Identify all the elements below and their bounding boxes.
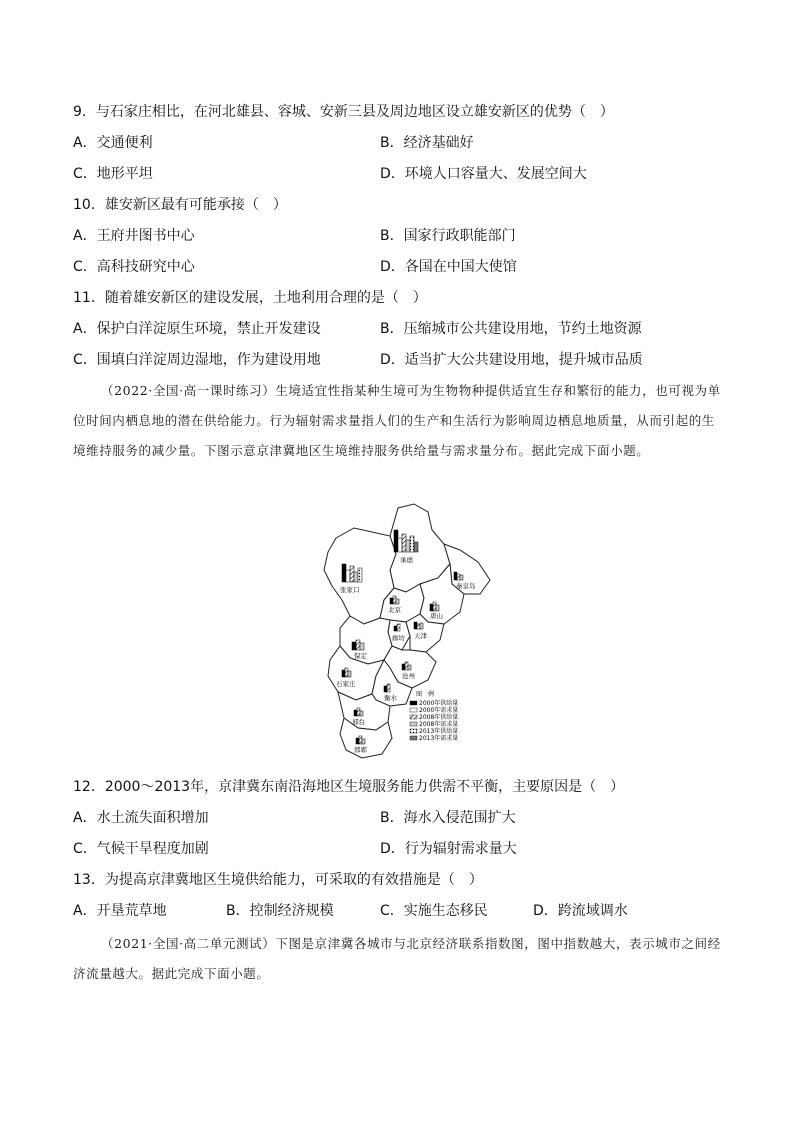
question-13-option-d: D．跨流域调水	[533, 903, 628, 919]
question-11-stem: 11．随着雄安新区的建设发展，土地利用合理的是（ ）	[73, 290, 427, 306]
question-11-option-c: C．围填白洋淀周边湿地，作为建设用地	[73, 352, 321, 368]
legend-item-3: 2008年供给量	[419, 714, 459, 721]
question-13-option-a: A．开垦荒草地	[73, 903, 167, 919]
legend-item-2: 2000年需求量	[419, 707, 459, 714]
map-legend	[410, 690, 458, 742]
question-9-stem: 9．与石家庄相比，在河北雄县、容城、安新三县及周边地区设立雄安新区的优势（ ）	[73, 104, 614, 120]
question-10-stem: 10．雄安新区最有可能承接（ ）	[73, 197, 287, 213]
label-tangshan: 唐山	[430, 612, 443, 620]
question-12-option-a: A．水土流失面积增加	[73, 810, 209, 826]
label-chengde: 承德	[400, 556, 413, 564]
question-12-option-d: D．行为辐射需求量大	[380, 841, 517, 857]
question-12-option-b: B．海水入侵范围扩大	[380, 810, 516, 826]
question-9-option-a: A．交通便利	[73, 135, 153, 151]
question-11-option-a: A．保护白洋淀原生环境，禁止开发建设	[73, 321, 321, 337]
label-handan: 邯郸	[354, 746, 367, 754]
question-11-option-d: D．适当扩大公共建设用地，提升城市品质	[380, 352, 643, 368]
label-qinhuangdao: 秦皇岛	[456, 582, 476, 590]
question-12-option-c: C．气候干旱程度加剧	[73, 841, 209, 857]
label-baoding: 保定	[354, 652, 367, 660]
passage-habitat: （2022·全国·高一课时练习）生境适宜性指某种生境可为生物物种提供适宜生存和繁衍的能力，也可视为单位时间内栖息地的潜在供给能力。行为辐射需求量指人们的生产和生活行为影响周边栖息地质量，从而引起的生境维持服务的减少量。下图示意京津冀地区生境维持服务供给量与需求量分布。据此完成下面小题。	[73, 383, 721, 458]
passage-economic-links: （2021·全国·高二单元测试）下图是京津冀各城市与北京经济联系指数图，图中指数越大，表示城市之间经济流量越大。据此完成下面小题。	[73, 936, 721, 981]
question-9-option-d: D．环境人口容量大、发展空间大	[380, 166, 587, 182]
label-zhangjiakou: 张家口	[340, 586, 360, 594]
legend-item-5: 2013年供给量	[419, 728, 459, 735]
legend-item-1: 2000年供给量	[419, 700, 459, 707]
question-13-option-b: B．控制经济规模	[226, 903, 334, 919]
legend-item-6: 2013年需求量	[419, 735, 459, 742]
label-tianjin: 天津	[414, 632, 427, 640]
label-beijing: 北京	[388, 606, 401, 614]
label-langfang: 廊坊	[392, 634, 405, 642]
label-hengshui: 衡水	[384, 694, 397, 702]
legend-item-4: 2008年需求量	[419, 721, 459, 728]
question-11-option-b: B．压缩城市公共建设用地，节约土地资源	[380, 321, 642, 337]
question-13-stem: 13．为提高京津冀地区生境供给能力，可采取的有效措施是（ ）	[73, 872, 483, 888]
question-10-option-a: A．王府井图书中心	[73, 228, 195, 244]
question-10-option-c: C．高科技研究中心	[73, 259, 195, 275]
legend-title: 图 例	[416, 691, 435, 698]
question-12-stem: 12．2000～2013年，京津冀东南沿海地区生境服务能力供需不平衡，主要原因是（ ）	[73, 779, 625, 795]
question-10-option-b: B．国家行政职能部门	[380, 228, 516, 244]
jingjinji-habitat-map	[310, 500, 500, 762]
label-cangzhou: 沧州	[402, 672, 415, 680]
label-shijiazhuang: 石家庄	[336, 680, 356, 688]
question-9-option-c: C．地形平坦	[73, 166, 153, 182]
question-10-option-d: D．各国在中国大使馆	[380, 259, 517, 275]
question-9-option-b: B．经济基础好	[380, 135, 474, 151]
question-13-option-c: C．实施生态移民	[380, 903, 488, 919]
label-xingtai: 邢台	[352, 718, 365, 726]
